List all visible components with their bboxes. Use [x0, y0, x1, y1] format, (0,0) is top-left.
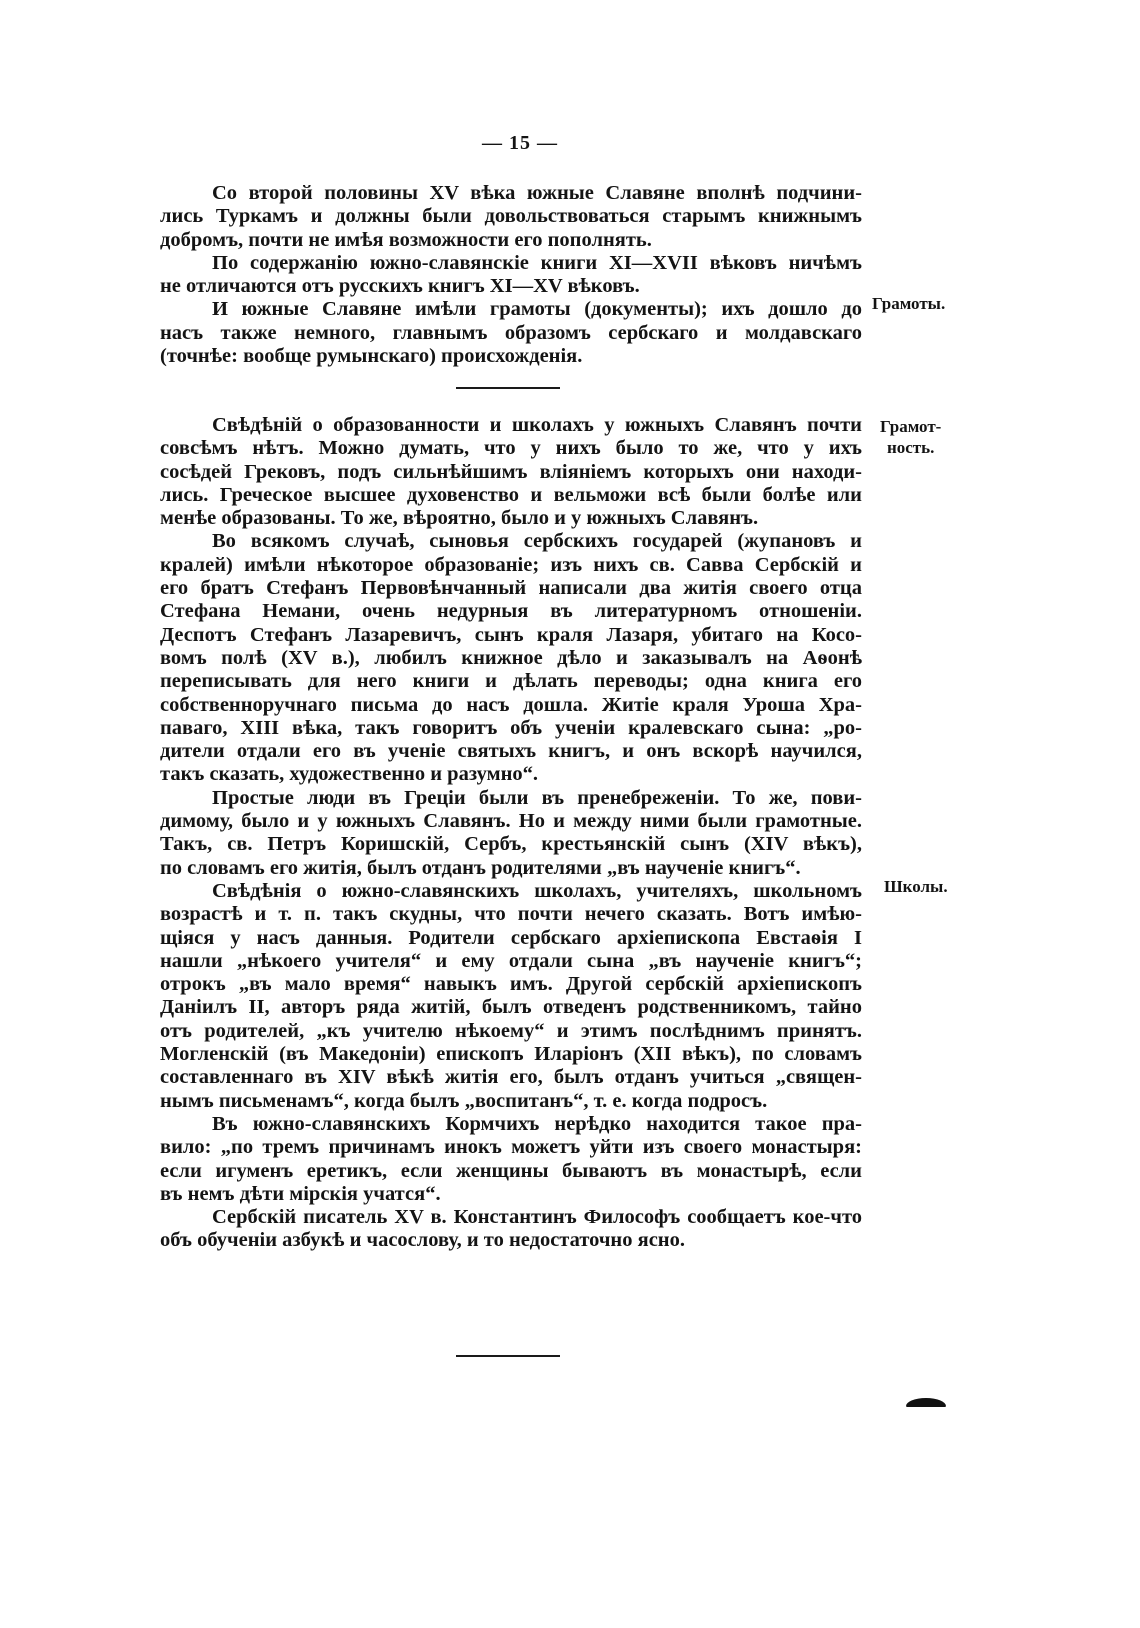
margin-note-shkoly: Школы. [884, 877, 948, 896]
text-line: Такъ, св. Петръ Коришскій, Сербъ, крестьянскій сынъ (XIV вѣкъ), [160, 833, 862, 856]
text-line: димому, было и у южныхъ Славянъ. Но и между ними были грамотные. [160, 810, 862, 833]
text-line: паваго, XIII вѣка, такъ говоритъ объ ученіи кралевскаго сына: „ро- [160, 716, 862, 739]
text-line: такъ сказать, художественно и разумно“. [160, 763, 539, 786]
margin-note-gramoty: Грамоты. [872, 294, 946, 313]
section-divider [456, 387, 560, 389]
text-line: Даніилъ II, авторъ ряда житій, былъ отведенъ родственникомъ, тайно [160, 996, 862, 1019]
text-line: И южные Славяне имѣли грамоты (документы); ихъ дошло до [212, 298, 862, 321]
text-line: составленнаго въ XIV вѣкѣ житія его, былъ отданъ учиться „священ- [160, 1066, 862, 1089]
text-line: (точнѣе: вообще румынскаго) происхожденія. [160, 345, 583, 368]
text-line: лись Туркамъ и должны были довольствоваться старымъ книжнымъ [160, 205, 862, 228]
text-line: сосѣдей Грековъ, подъ сильнѣйшимъ вліяніемъ которыхъ они находи- [160, 460, 862, 483]
text-line: насъ также немного, главнымъ образомъ сербскаго и молдавскаго [160, 321, 862, 344]
ink-smudge [906, 1398, 946, 1407]
text-line: собственноручнаго письма до насъ дошла. Житіе краля Уроша Хра- [160, 693, 862, 716]
text-line: въ немъ дѣти мірскія учатся“. [160, 1182, 441, 1205]
end-divider [456, 1355, 560, 1357]
paragraph-block-1 [160, 182, 862, 368]
text-line: Свѣдѣній о образованности и школахъ у южныхъ Славянъ почти [212, 414, 862, 436]
text-line: не отличаются отъ русскихъ книгъ XI—XV вѣковъ. [160, 275, 640, 298]
margin-note-gramotnost [880, 416, 941, 458]
text-line: нымъ письменамъ“, когда былъ „воспитанъ“, т. е. когда подросъ. [160, 1089, 768, 1112]
text-line: дители отдали его въ ученіе святыхъ книгъ, и онъ вскорѣ научился, [160, 740, 862, 763]
text-line: если игуменъ еретикъ, если женщины бываютъ въ монастырѣ, если [160, 1159, 862, 1182]
text-line: Могленскій (въ Македоніи) епископъ Иларіонъ (XII вѣкъ), по словамъ [160, 1043, 862, 1066]
text-line: вомъ полѣ (XV в.), любилъ книжное дѣло и заказывалъ на Аѳонѣ [160, 646, 862, 669]
page-number: — 15 — [482, 132, 558, 154]
text-line: отъ родителей, „къ учителю нѣкоему“ и этимъ послѣднимъ принятъ. [160, 1019, 862, 1042]
text-line: его братъ Стефанъ Первовѣнчанный написали два житія своего отца [160, 577, 862, 600]
text-line: возрастѣ и т. п. такъ скудны, что почти нечего сказать. Вотъ имѣю- [160, 903, 862, 926]
text-line: нашли „нѣкоего учителя“ и ему отдали сына „въ наученіе книгъ“; [160, 949, 862, 972]
text-line: отрокъ „въ мало время“ навыкъ имъ. Другой сербскій архіепископъ [160, 973, 862, 996]
text-line: Простые люди въ Греціи были въ пренебреженіи. То же, пови- [212, 786, 862, 809]
text-line: лись. Греческое высшее духовенство и вельможи всѣ были болѣе или [160, 483, 862, 506]
margin-note-gramotnost-line-2: ность. [886, 438, 935, 457]
margin-note-gramotnost-line-1: Грамот- [880, 417, 942, 436]
text-line: по словамъ его житія, былъ отданъ родителями „въ наученіе книгъ“. [160, 856, 801, 879]
text-line: Свѣдѣнія о южно-славянскихъ школахъ, учителяхъ, школьномъ [212, 879, 862, 902]
text-line: По содержанію южно-славянскіе книги XI—XVII вѣковъ ничѣмъ [212, 251, 862, 274]
text-line: вило: „по тремъ причинамъ инокъ можетъ уйти изъ своего монастыря: [160, 1136, 862, 1159]
text-line: Стефана Немани, очень недурныя въ литературномъ отношеніи. [160, 600, 862, 623]
text-line: кралей) имѣли нѣкоторое образованіе; изъ нихъ св. Савва Сербскій и [160, 553, 862, 576]
text-line: переписывать для него книги и дѣлать переводы; одна книга его [160, 670, 862, 693]
text-line: щіяся у насъ данныя. Родители сербскаго архіепископа Евстаѳія I [160, 926, 862, 949]
text-line: менѣе образованы. То же, вѣроятно, было и у южныхъ Славянъ. [160, 507, 759, 530]
text-line: Со второй половины XV вѣка южные Славяне вполнѣ подчини- [212, 182, 862, 204]
paragraph-block-2 [160, 414, 862, 1253]
text-line: добромъ, почти не имѣя возможности его пополнять. [160, 228, 652, 251]
text-line: Сербскій писатель XV в. Константинъ Философъ сообщаетъ кое-что [212, 1206, 862, 1229]
text-line: Во всякомъ случаѣ, сыновья сербскихъ государей (жупановъ и [212, 530, 862, 553]
text-line: объ обученіи азбукѣ и часослову, и то недостаточно ясно. [160, 1229, 685, 1252]
text-line: Въ южно-славянскихъ Кормчихъ нерѣдко находится такое пра- [212, 1112, 862, 1135]
text-line: совсѣмъ нѣтъ. Можно думать, что у нихъ было то же, что у ихъ [160, 437, 862, 460]
text-line: Деспотъ Стефанъ Лазаревичъ, сынъ краля Лазаря, убитаго на Косо- [160, 623, 862, 646]
